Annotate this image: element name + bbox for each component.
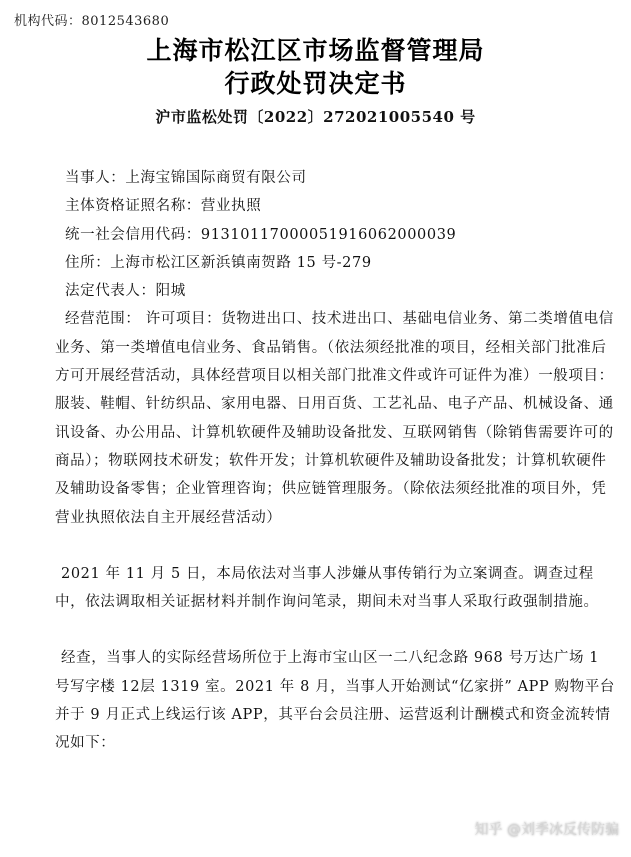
findings-paragraph xyxy=(55,644,615,757)
org-code: 机构代码：8012543680 xyxy=(14,14,170,29)
document-body xyxy=(55,164,615,758)
investigation-paragraph xyxy=(55,560,615,617)
party-address: 住所：上海市松江区新浜镇南贺路 15 号-279 xyxy=(65,254,372,271)
party-qualification: 主体资格证照名称：营业执照 xyxy=(65,198,262,215)
document-title-type: 行政处罚决定书 xyxy=(224,69,407,98)
business-scope-text: 经营范围： 许可项目：货物进出口、技术进出口、基础电信业务、第二类增值电信业务、第一类增值电信业务、食品销售。（依法须经批准的项目，经相关部门批准后方可开展经营活动，具体经营项目以相关部门批准文件或许可证件为准）一般项目：服装、鞋帽、针纺织品、家用电器、日用百货、工艺礼品、电子产品、机械设备、通讯设备、办公用品、计算机软硬件及辅助设备批发、互联网销售（除销售需要许可的商品）；物联网技术研发；软件开发；计算机软硬件及辅助设备批发；计算机软硬件及辅助设备零售；企业管理咨询；供应链管理服务。（除依法须经批准的项目外，凭营业执照依法自主开展经营活动） xyxy=(55,311,614,526)
investigation-text: 2021 年 11 月 5 日，本局依法对当事人涉嫌从事传销行为立案调查。调查过程中，依法调取相关证据材料并制作询问笔录，期间未对当事人采取行政强制措施。 xyxy=(55,565,599,611)
spacer xyxy=(55,616,615,644)
findings-text: 经查，当事人的实际经营场所位于上海市宝山区一二八纪念路 968 号万达广场 1 号写字楼 12层 1319 室。2021 年 8 月，当事人开始测试“亿家拼” APP 购物平台并于 9 月正式上线运行该 APP，其平台会员注册、运营返利计酬模式和资金流转情况如下： xyxy=(55,650,615,752)
document-number: 沪市监松处罚〔2022〕272021005540 号 xyxy=(155,108,476,126)
document-title-authority: 上海市松江区市场监督管理局 xyxy=(146,36,485,65)
party-name: 当事人：上海宝锦国际商贸有限公司 xyxy=(65,170,307,186)
party-legal-rep: 法定代表人：阳城 xyxy=(65,283,186,300)
watermark: 知乎 @刘季冰反传防骗 xyxy=(474,822,619,838)
party-credit-code: 统一社会信用代码：91310117000051916062000039 xyxy=(65,226,457,243)
spacer xyxy=(55,532,615,560)
business-scope-paragraph xyxy=(55,305,615,531)
